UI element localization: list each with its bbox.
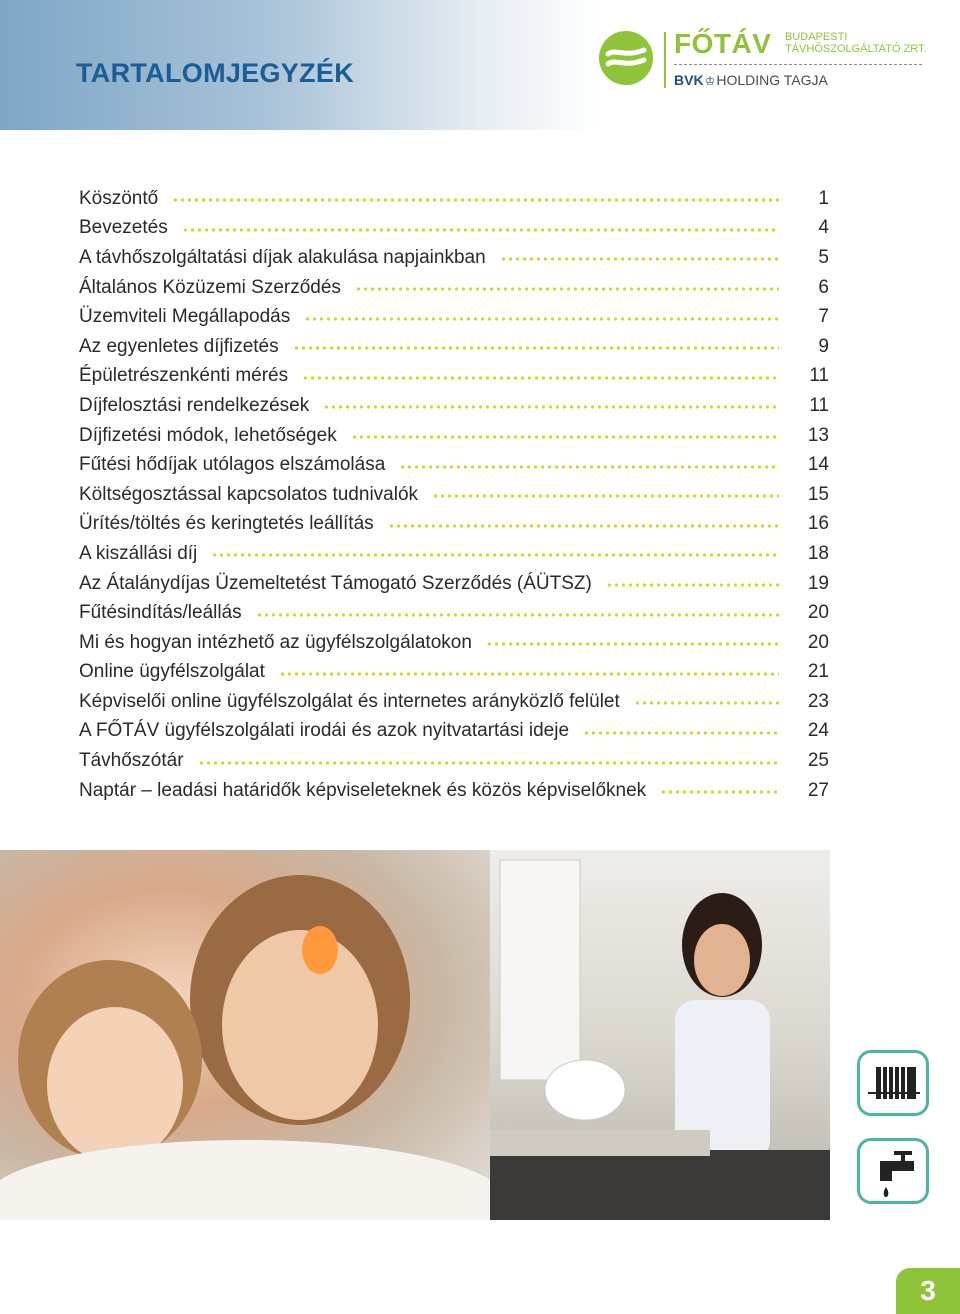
toc-entry[interactable] [79,598,829,628]
toc-dot-leader [198,761,779,765]
toc-entry-page: 11 [809,394,829,416]
page-number: 3 [896,1268,960,1314]
toc-dot-leader [351,435,779,439]
toc-entry[interactable] [79,480,829,510]
toc-entry-page: 11 [809,365,829,387]
radiator-icon [857,1050,929,1116]
toc-entry-title: A FŐTÁV ügyfélszolgálati irodái és azok nyitvatartási ideje [79,720,570,742]
toc-entry-page: 23 [807,690,829,712]
toc-entry-page: 19 [807,572,829,594]
toc-entry-title: A kiszállási díj [79,542,198,564]
toc-entry-page: 5 [818,246,829,268]
toc-entry[interactable] [79,184,829,214]
toc-entry[interactable] [79,273,829,303]
faucet-icon [857,1138,929,1204]
toc-entry-title: Ürítés/töltés és keringtetés leállítás [79,513,374,535]
toc-dot-leader [302,376,779,380]
logo-subtitle-line1: BUDAPESTI [785,31,848,43]
toc-entry-title: A távhőszolgáltatási díjak alakulása napjainkban [79,246,486,268]
toc-entry[interactable] [79,717,829,747]
toc-entry-page: 6 [818,276,829,298]
toc-dot-leader [323,405,779,409]
table-of-contents [79,184,829,805]
toc-dot-leader [279,672,779,676]
toc-entry[interactable] [79,687,829,717]
toc-dot-leader [256,613,779,617]
toc-dot-leader [182,228,779,232]
logo-name: FŐTÁV [674,28,772,59]
toc-entry-page: 4 [818,217,829,239]
toc-dot-leader [304,317,779,321]
toc-dot-leader [399,465,779,469]
toc-dot-leader [500,257,779,261]
toc-entry-title: Költségosztással kapcsolatos tudnivalók [79,483,419,505]
toc-entry-title: Bevezetés [79,217,168,239]
toc-entry[interactable] [79,746,829,776]
toc-entry[interactable] [79,243,829,273]
toc-entry[interactable] [79,628,829,658]
toc-entry-page: 14 [807,454,829,476]
photo-woman-washing-dishes [490,850,830,1220]
toc-entry-page: 16 [807,513,829,535]
logo-dashed-line [674,64,922,65]
holding-brand: BVK [674,72,704,88]
toc-entry[interactable] [79,539,829,569]
toc-entry-title: Az egyenletes díjfizetés [79,335,279,357]
toc-entry-title: Díjfizetési módok, lehetőségek [79,424,337,446]
toc-entry-title: Naptár – leadási határidők képviseleteknek és közös képviselőknek [79,779,647,801]
logo-subtitle [785,31,927,55]
toc-entry-title: Mi és hogyan intézhető az ügyfélszolgálatokon [79,631,472,653]
toc-entry-page: 20 [807,602,829,624]
toc-entry-page: 20 [807,631,829,653]
toc-dot-leader [432,494,779,498]
toc-entry[interactable] [79,332,829,362]
toc-dot-leader [172,198,779,202]
toc-entry-page: 18 [807,542,829,564]
toc-entry[interactable] [79,510,829,540]
photo-mother-child-bath [0,850,490,1220]
toc-dot-leader [388,524,779,528]
toc-dot-leader [355,287,779,291]
toc-entry[interactable] [79,776,829,806]
toc-entry-title: Üzemviteli Megállapodás [79,306,291,328]
toc-entry-page: 13 [807,424,829,446]
toc-entry-page: 21 [807,661,829,683]
toc-entry-title: Online ügyfélszolgálat [79,661,265,683]
toc-entry-page: 1 [818,187,829,209]
toc-entry-title: Képviselői online ügyfélszolgálat és internetes arányközlő felület [79,690,620,712]
toc-entry[interactable] [79,302,829,332]
toc-entry[interactable] [79,450,829,480]
toc-entry-page: 27 [807,779,829,801]
toc-dot-leader [634,701,779,705]
toc-entry-page: 9 [818,335,829,357]
toc-dot-leader [583,731,779,735]
toc-entry-page: 15 [807,483,829,505]
toc-entry[interactable] [79,214,829,244]
logo-subtitle-line2: TÁVHŐSZOLGÁLTATÓ ZRT. [785,43,927,55]
toc-entry-title: Köszöntő [79,187,159,209]
toc-entry-title: Fűtésindítás/leállás [79,602,242,624]
toc-entry-title: Épületrészenkénti mérés [79,365,289,387]
toc-entry[interactable] [79,421,829,451]
crown-icon: ♔ [704,74,716,88]
logo-divider [664,32,666,88]
toc-entry-title: Díjfelosztási rendelkezések [79,394,310,416]
toc-entry[interactable] [79,569,829,599]
toc-entry[interactable] [79,658,829,688]
holding-text: HOLDING TAGJA [716,72,828,88]
toc-entry-page: 24 [807,720,829,742]
toc-entry[interactable] [79,362,829,392]
fotav-logo-icon [598,30,654,86]
kitchen-illustration [490,850,830,1220]
bath-illustration [0,850,490,1220]
toc-entry-title: Fűtési hődíjak utólagos elszámolása [79,454,386,476]
toc-dot-leader [606,583,779,587]
page-title: TARTALOMJEGYZÉK [76,58,354,88]
logo-holding [674,72,828,88]
toc-entry-page: 25 [807,750,829,772]
fotav-logo [598,30,928,90]
toc-dot-leader [486,642,779,646]
toc-entry-page: 7 [818,306,829,328]
toc-dot-leader [293,346,779,350]
toc-entry-title: Általános Közüzemi Szerződés [79,276,341,298]
toc-dot-leader [211,553,779,557]
toc-entry[interactable] [79,391,829,421]
toc-entry-title: Az Átalánydíjas Üzemeltetést Támogató Szerződés (ÁÜTSZ) [79,572,592,594]
toc-dot-leader [660,790,779,794]
toc-entry-title: Távhőszótár [79,750,184,772]
